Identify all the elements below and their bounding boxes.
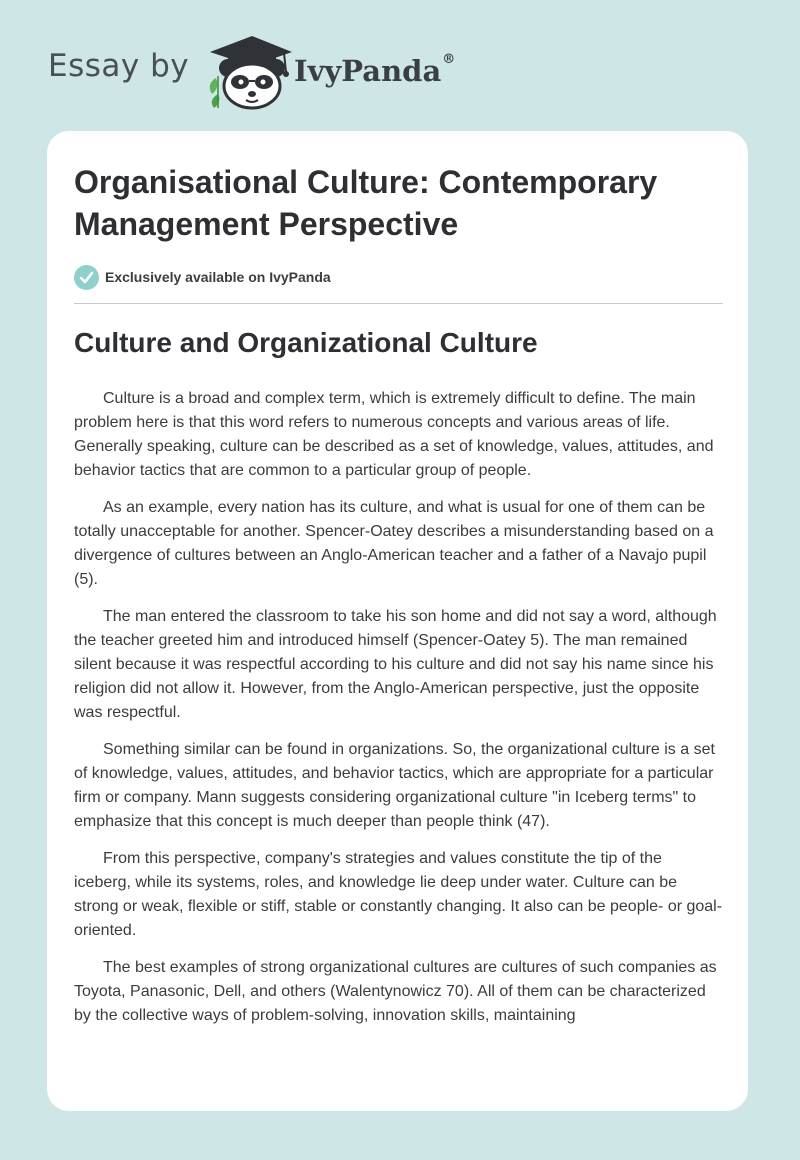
check-circle-icon — [74, 265, 99, 290]
exclusive-badge — [74, 264, 331, 290]
paragraph: Culture is a broad and complex term, which is extremely difficult to define. The main problem here is that this word refers to numerous concepts and various areas of life. Generally speaking, culture can be described as a set of knowledge, values, attitudes, and behavior tactics that are common to a particular group of people. — [74, 390, 714, 479]
paragraph: Something similar can be found in organizations. So, the organizational culture is a set of knowledge, values, attitudes, and behavior tactics, which are appropriate for a particular firm or company. Mann suggests considering organizational culture "in Iceberg terms" to emphasize that this concept is much deeper than people think (47). — [74, 741, 715, 830]
section-heading: Culture and Organizational Culture — [74, 327, 538, 358]
divider — [74, 303, 723, 304]
badge-label: Exclusively available on IvyPanda — [105, 269, 331, 285]
paragraph: The man entered the classroom to take his son home and did not say a word, although the teacher greeted him and introduced himself (Spencer-Oatey 5). The man remained silent because it was respectful according to his culture and did not say his name since his religion did not allow it. However, from the Anglo-American perspective, just the opposite was respectful. — [74, 608, 717, 721]
essay-by-label: Essay by — [48, 48, 190, 84]
essay-card — [47, 131, 748, 1111]
paragraph: As an example, every nation has its culture, and what is usual for one of them can be totally unacceptable for another. Spencer-Oatey describes a misunderstanding based on a divergence of cultures between an Anglo-American teacher and a father of a Navajo pupil (5). — [74, 499, 714, 588]
paragraph: From this perspective, company's strategies and values constitute the tip of the iceberg, while its systems, roles, and knowledge lie deep under water. Culture can be strong or weak, flexible or stiff, stable or constantly changing. It also can be people- or goal-oriented. — [74, 850, 723, 939]
paragraph: The best examples of strong organizational cultures are cultures of such companies as Toyota, Panasonic, Dell, and others (Walentynowicz 70). All of them can be characterized by the collective ways of problem-solving, innovation skills, maintaining — [74, 959, 717, 1024]
registered-mark: ® — [442, 52, 456, 67]
brand-name[interactable]: IvyPanda® — [294, 52, 456, 88]
site-header — [48, 30, 508, 110]
page-title: Organisational Culture: Contemporary Management Perspective — [74, 164, 658, 242]
essay-body — [74, 387, 723, 1041]
panda-graduate-icon — [202, 34, 294, 110]
